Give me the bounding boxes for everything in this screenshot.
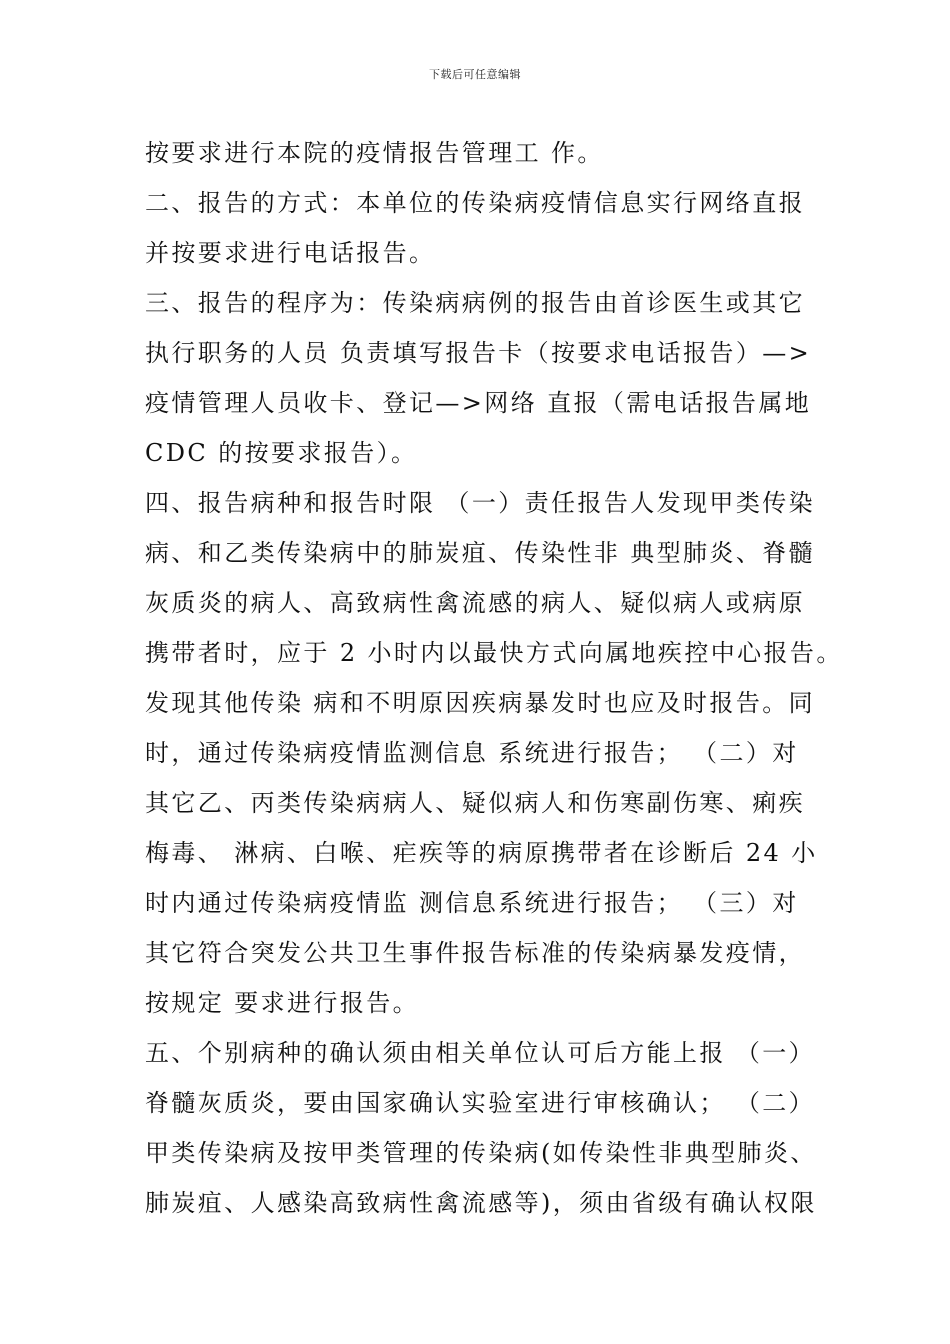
text-line: 四、报告病种和报告时限 （一）责任报告人发现甲类传染 xyxy=(145,489,816,517)
text-line: 梅毒、 淋病、白喉、疟疾等的病原携带者在诊断后 24 小 xyxy=(145,839,818,867)
text-line: 按要求进行本院的疫情报告管理工 作。 xyxy=(145,139,604,167)
text-line: 并按要求进行电话报告。 xyxy=(145,239,436,267)
text-line: 病、和乙类传染病中的肺炭疽、传染性非 典型肺炎、脊髓 xyxy=(145,539,816,567)
text-line: 肺炭疽、人感染高致病性禽流感等)，须由省级有确认权限 xyxy=(145,1189,817,1217)
text-line: 按规定 要求进行报告。 xyxy=(145,989,420,1017)
text-line: 五、个别病种的确认须由相关单位认可后方能上报 （一） xyxy=(145,1039,816,1067)
text-line: 发现其他传染 病和不明原因疾病暴发时也应及时报告。同 xyxy=(145,689,816,717)
document-body xyxy=(145,128,843,1228)
text-line: 三、报告的程序为：传染病病例的报告由首诊医生或其它 xyxy=(145,289,805,317)
text-line: 其它乙、丙类传染病病人、疑似病人和伤寒副伤寒、痢疾 xyxy=(145,789,805,817)
text-line: 携带者时，应于 2 小时内以最快方式向属地疾控中心报告。 xyxy=(145,639,843,667)
text-line: 时内通过传染病疫情监 测信息系统进行报告； （三）对 xyxy=(145,889,799,917)
page-header: 下载后可任意编辑 xyxy=(429,68,521,81)
text-line: 甲类传染病及按甲类管理的传染病(如传染性非典型肺炎、 xyxy=(145,1139,817,1167)
text-line: 其它符合突发公共卫生事件报告标准的传染病暴发疫情， xyxy=(145,939,805,967)
text-line: 执行职务的人员 负责填写报告卡（按要求电话报告）—> xyxy=(145,339,812,367)
text-line: 疫情管理人员收卡、登记—>网络 直报（需电话报告属地 xyxy=(145,389,812,417)
text-line: 灰质炎的病人、高致病性禽流感的病人、疑似病人或病原 xyxy=(145,589,805,617)
text-line: 时，通过传染病疫情监测信息 系统进行报告； （二）对 xyxy=(145,739,799,767)
text-line: 脊髓灰质炎，要由国家确认实验室进行审核确认； （二） xyxy=(145,1089,816,1117)
text-line: CDC 的按要求报告）。 xyxy=(145,439,418,467)
text-line: 二、报告的方式：本单位的传染病疫情信息实行网络直报 xyxy=(145,189,805,217)
